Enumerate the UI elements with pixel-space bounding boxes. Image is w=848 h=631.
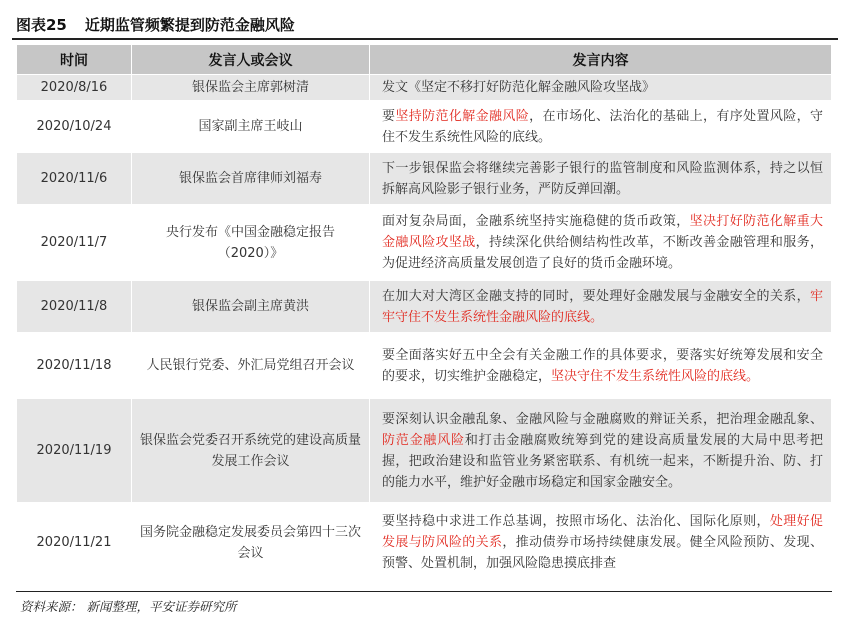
table-row	[17, 75, 832, 101]
row-date: 2020/11/21	[17, 503, 132, 583]
table-row	[17, 153, 832, 205]
source-note: 资料来源： 新闻整理，平安证券研究所	[20, 599, 237, 614]
row-date: 2020/11/18	[17, 333, 132, 399]
content-text: 面对复杂局面，金融系统坚持实施稳健的货币政策，	[382, 214, 690, 229]
highlight-text: 坚决守住不发生系统性风险的底线。	[551, 368, 760, 384]
row-speaker: 人民银行党委、外汇局党组召开会议	[132, 333, 370, 399]
row-date: 2020/11/19	[17, 399, 132, 503]
table-row	[17, 399, 832, 503]
row-date: 2020/11/6	[17, 153, 132, 205]
content-text: 要坚持稳中求进工作总基调，按照市场化、法治化、国际化原则，	[382, 514, 770, 529]
content-text: 发文《坚定不移打好防范化解金融风险攻坚战》	[382, 80, 656, 95]
row-content	[370, 399, 832, 503]
row-speaker: 银保监会主席郭树清	[132, 75, 370, 101]
table-row	[17, 101, 832, 153]
row-content	[370, 101, 832, 153]
figure-title: 近期监管频繁提到防范金融风险	[84, 15, 295, 34]
content-text: 要全面落实好五中全会有关金融工作的具体要求，要落实好统筹发展和安全的要求，切实维护金融稳定，	[382, 347, 823, 384]
highlight-text: 坚持防范化解金融风险	[395, 108, 530, 124]
row-content	[370, 75, 832, 101]
table-row	[17, 503, 832, 583]
row-date: 2020/8/16	[17, 75, 132, 101]
row-content	[370, 281, 832, 333]
table-row	[17, 333, 832, 399]
row-speaker: 银保监会副主席黄洪	[132, 281, 370, 333]
row-content	[370, 153, 832, 205]
highlight-text: 坚决打好防范化解重大金融风险攻坚战	[382, 214, 823, 250]
row-date: 2020/11/8	[17, 281, 132, 333]
row-speaker: 银保监会首席律师刘福寿	[132, 153, 370, 205]
statements-table	[16, 44, 832, 583]
highlight-text: 牢牢守住不发生系统性金融风险的底线。	[382, 288, 823, 325]
row-date: 2020/10/24	[17, 101, 132, 153]
content-text: 在加大对大湾区金融支持的同时，要处理好金融发展与金融安全的关系，	[382, 288, 810, 304]
row-date: 2020/11/7	[17, 205, 132, 281]
col-header-date: 时间	[17, 45, 132, 75]
table-row	[17, 281, 832, 333]
content-text: 下一步银保监会将继续完善影子银行的监管制度和风险监测体系，持之以恒拆解高风险影子银行业务，严防反弹回潮。	[382, 160, 823, 197]
row-content	[370, 503, 832, 583]
content-text: ，在市场化、法治化的基础上，有序处置风险，守住不发生系统性风险的底线。	[382, 108, 823, 145]
highlight-text: 处理好促发展与防风险的关系	[382, 514, 823, 550]
content-text: 和打击金融腐败统筹到党的建设高质量发展的大局中思考把握，把政治建设和监管业务紧密联系、有机统一起来，不断提升治、防、打的能力水平，维护好金融市场稳定和国家金融安全。	[382, 432, 823, 490]
row-speaker: 国家副主席王岐山	[132, 101, 370, 153]
figure-number: 图表25	[16, 15, 67, 34]
row-speaker: 国务院金融稳定发展委员会第四十三次会议	[132, 503, 370, 583]
bottom-rule	[16, 591, 832, 592]
row-content	[370, 205, 832, 281]
content-text: 要	[382, 108, 396, 124]
highlight-text: 防范金融风险	[382, 432, 465, 448]
table-header-row	[17, 45, 832, 75]
row-speaker: 银保监会党委召开系统党的建设高质量发展工作会议	[132, 399, 370, 503]
row-content	[370, 333, 832, 399]
col-header-content: 发言内容	[370, 45, 832, 75]
table-row	[17, 205, 832, 281]
content-text: ，推动债券市场持续健康发展。健全风险预防、发现、预警、处置机制，加强风险隐患摸底排查	[382, 535, 823, 571]
content-text: ，持续深化供给侧结构性改革，不断改善金融管理和服务，为促进经济高质量发展创造了良好的货币金融环境。	[382, 235, 823, 271]
content-text: 要深刻认识金融乱象、金融风险与金融腐败的辩证关系，把治理金融乱象、	[382, 411, 823, 427]
figure-title-bar	[12, 10, 838, 40]
col-header-speaker: 发言人或会议	[132, 45, 370, 75]
row-speaker: 央行发布《中国金融稳定报告（2020）》	[132, 205, 370, 281]
